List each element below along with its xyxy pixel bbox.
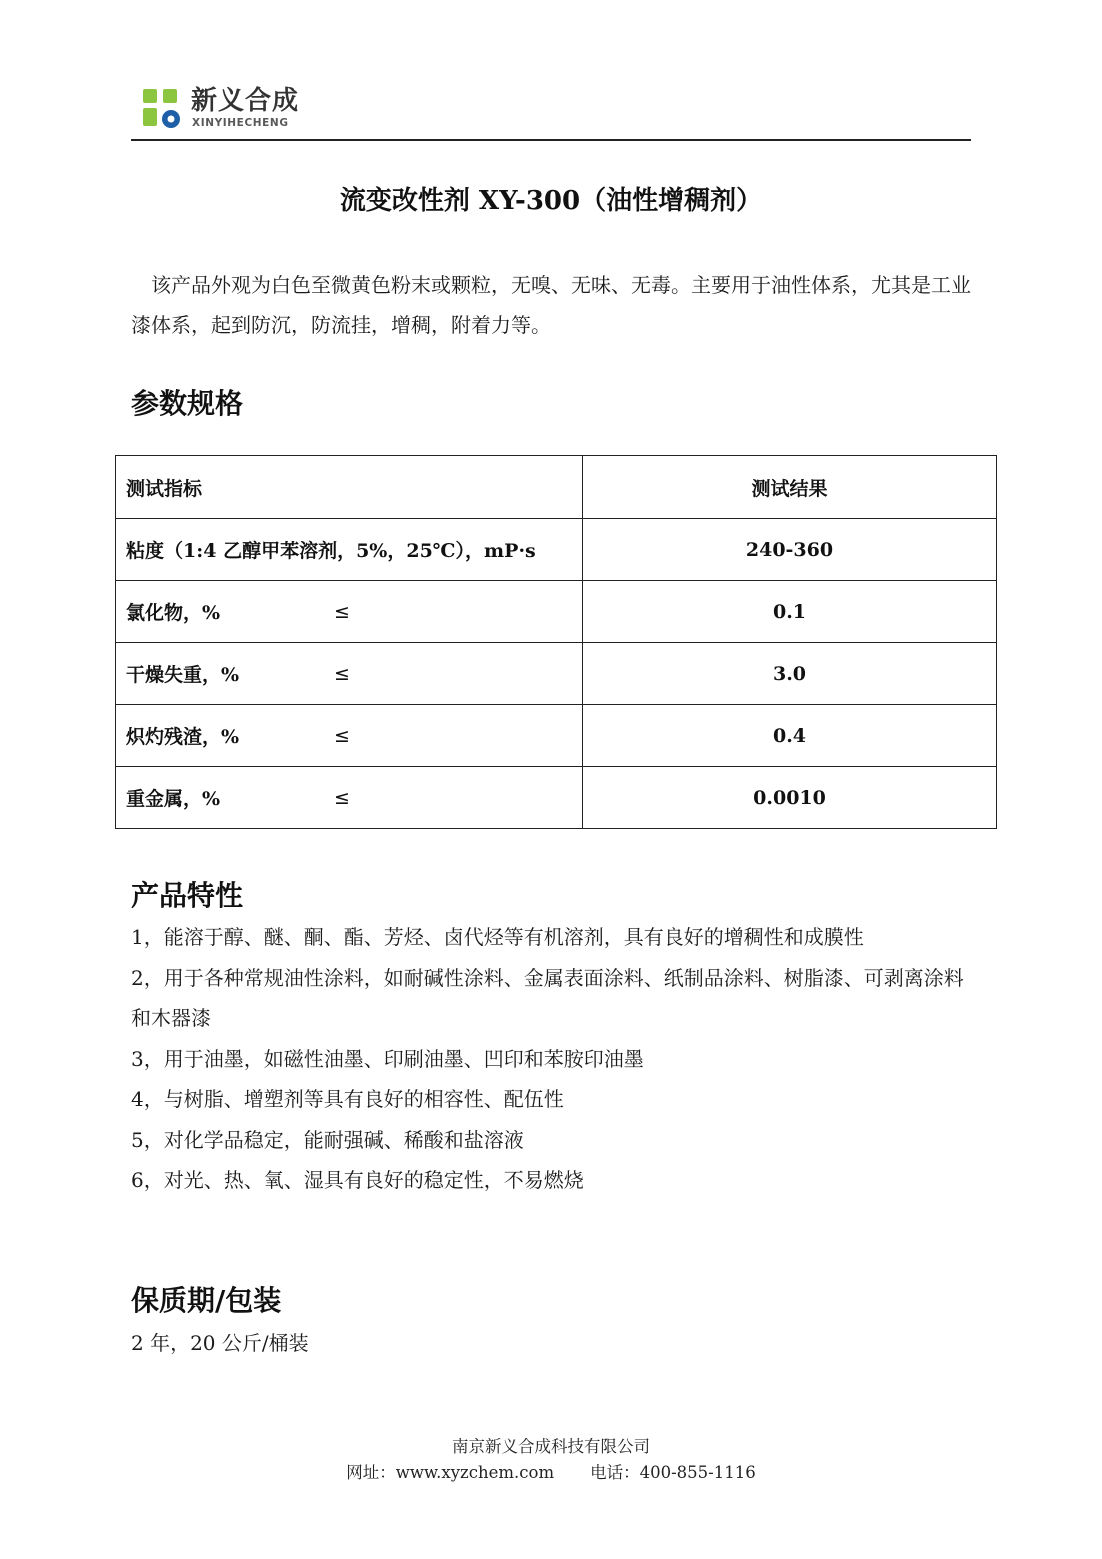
- table-header-item: 测试指标: [116, 456, 583, 519]
- row-result: 3.0: [583, 643, 997, 705]
- row-result: 0.4: [583, 705, 997, 767]
- spec-table: [115, 455, 997, 829]
- row-result: 0.0010: [583, 767, 997, 829]
- header-divider: [131, 139, 971, 141]
- logo-mark-icon: [141, 86, 185, 130]
- le-symbol: ≤: [334, 600, 350, 623]
- list-item: 6，对光、热、氧、湿具有良好的稳定性，不易燃烧: [131, 1168, 584, 1192]
- section-title-features: 产品特性: [131, 879, 244, 912]
- list-item: 1，能溶于醇、醚、酮、酯、芳烃、卤代烃等有机溶剂，具有良好的增稠性和成膜性: [131, 925, 864, 949]
- list-item: 4，与树脂、增塑剂等具有良好的相容性、配伍性: [131, 1087, 564, 1111]
- table-row: [116, 767, 997, 829]
- le-symbol: ≤: [334, 662, 350, 685]
- section-title-shelf: 保质期/包装: [131, 1284, 282, 1317]
- shelf-packaging-text: 2 年，20 公斤/桶装: [131, 1331, 309, 1355]
- footer-phone: 电话：400-855-1116: [590, 1463, 756, 1482]
- table-row: [116, 581, 997, 643]
- table-row: [116, 643, 997, 705]
- list-item: 5，对化学品稳定，能耐强碱、稀酸和盐溶液: [131, 1127, 524, 1152]
- list-item: 2，用于各种常规油性涂料，如耐碱性涂料、金属表面涂料、纸制品涂料、树脂漆、可剥离涂料和木器漆: [131, 965, 964, 1030]
- table-header-row: [116, 456, 997, 519]
- intro-paragraph: 该产品外观为白色至微黄色粉末或颗粒，无嗅、无味、无毒。主要用于油性体系，尤其是工业漆体系，起到防沉，防流挂，增稠，附着力等。: [131, 273, 971, 337]
- row-result: 0.1: [583, 581, 997, 643]
- row-result: 240-360: [583, 519, 997, 581]
- document-title: 流变改性剂 XY-300（油性增稠剂）: [339, 186, 763, 216]
- row-item-label: 重金属，%: [126, 788, 221, 810]
- row-item-label: 氯化物，%: [126, 602, 221, 624]
- row-item-label: 粘度（1:4 乙醇甲苯溶剂，5%，25℃），mP·s: [126, 540, 536, 562]
- list-item: 3，用于油墨，如磁性油墨、印刷油墨、凹印和苯胺印油墨: [131, 1046, 644, 1071]
- features-list: [131, 917, 981, 1201]
- brand-name-en: XINYIHECHENG: [192, 117, 289, 129]
- footer-website: 网址：www.xyzchem.com: [346, 1463, 555, 1482]
- brand-name-cn: 新义合成: [191, 86, 300, 116]
- row-item-label: 干燥失重，%: [126, 664, 240, 686]
- table-row: [116, 705, 997, 767]
- table-header-result: 测试结果: [583, 456, 997, 519]
- le-symbol: ≤: [334, 724, 350, 747]
- footer-company: 南京新义合成科技有限公司: [452, 1437, 650, 1456]
- row-item-label: 炽灼残渣，%: [126, 726, 240, 748]
- le-symbol: ≤: [334, 786, 350, 809]
- section-title-spec: 参数规格: [131, 387, 244, 420]
- table-row: [116, 519, 997, 581]
- footer-contact: [0, 1459, 1102, 1483]
